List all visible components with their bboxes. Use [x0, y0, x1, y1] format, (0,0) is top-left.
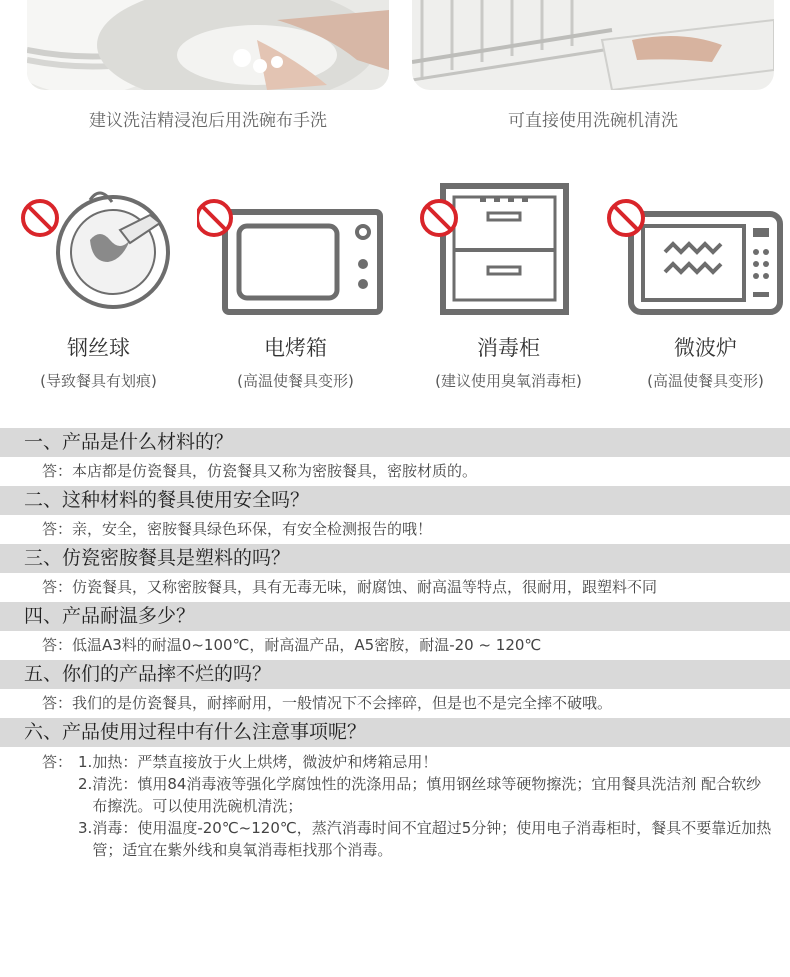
- faq-answer: 答：亲，安全，密胺餐具绿色环保，有安全检测报告的哦！: [42, 520, 433, 538]
- forbid-name: 微波炉: [674, 336, 737, 360]
- answer-item: [78, 773, 776, 817]
- faq-answer: 答：仿瓷餐具，又称密胺餐具，具有无毒无味，耐腐蚀、耐高温等特点，很耐用，跟塑料不同: [42, 578, 658, 596]
- faq-question: 六、产品使用过程中有什么注意事项呢？: [0, 718, 790, 747]
- faq-question: 一、产品是什么材料的？: [0, 428, 790, 457]
- forbid-name: 钢丝球: [67, 336, 130, 360]
- faq-question: 五、你们的产品摔不烂的吗？: [0, 660, 790, 689]
- disinfection-cabinet-icon: [410, 180, 607, 320]
- forbid-name: 电烤箱: [264, 336, 327, 360]
- answer-item: [78, 817, 776, 861]
- oven-icon: [197, 180, 394, 320]
- faq-question: 二、这种材料的餐具使用安全吗？: [0, 486, 790, 515]
- forbid-note: (高温使餐具变形): [237, 372, 354, 390]
- forbid-item-steel-wool: [0, 180, 197, 391]
- item-text: 清洗：慎用84消毒液等强化学腐蚀性的洗涤用品；慎用钢丝球等硬物擦洗；宜用餐具洗洁剂 配合软纱布擦洗。可以使用洗碗机清洗；: [92, 775, 762, 815]
- faq-section: [0, 428, 790, 861]
- faq-answer: 答：我们的是仿瓷餐具，耐摔耐用，一般情况下不会摔碎，但是也不是完全摔不破哦。: [42, 694, 613, 712]
- forbid-item-microwave: [607, 180, 790, 391]
- answer-item: [78, 751, 776, 773]
- microwave-icon: [607, 180, 790, 320]
- faq-answer-list: [0, 747, 790, 861]
- forbid-item-disinfection-cabinet: [410, 180, 607, 391]
- forbid-note: (导致餐具有划痕): [40, 372, 157, 390]
- item-number: 1.: [78, 753, 93, 771]
- forbid-note: (高温使餐具变形): [647, 372, 764, 390]
- dishwasher-photo: [412, 0, 774, 90]
- faq-answer: 答：本店都是仿瓷餐具，仿瓷餐具又称为密胺餐具，密胺材质的。: [42, 462, 478, 480]
- steel-wool-icon: [0, 180, 197, 320]
- handwash-photo: [27, 0, 389, 90]
- forbid-item-oven: [197, 180, 394, 391]
- item-number: 2.: [78, 775, 93, 793]
- item-text: 消毒：使用温度-20℃~120℃，蒸汽消毒时间不宜超过5分钟；使用电子消毒柜时，餐具不要靠近加热管；适宜在紫外线和臭氧消毒柜找那个消毒。: [92, 819, 772, 859]
- faq-question: 三、仿瓷密胺餐具是塑料的吗？: [0, 544, 790, 573]
- item-number: 3.: [78, 819, 93, 837]
- handwash-caption: 建议洗洁精浸泡后用洗碗布手洗: [89, 111, 327, 131]
- item-text: 加热：严禁直接放于火上烘烤，微波炉和烤箱忌用！: [92, 753, 438, 771]
- dishwasher-caption: 可直接使用洗碗机清洗: [508, 111, 678, 131]
- faq-answer: 答：低温A3料的耐温0~100℃，耐高温产品，A5密胺，耐温-20 ~ 120℃: [42, 636, 542, 654]
- forbid-note: (建议使用臭氧消毒柜): [435, 372, 582, 390]
- answer-label: 答：: [42, 753, 73, 771]
- forbid-name: 消毒柜: [477, 336, 540, 360]
- faq-question: 四、产品耐温多少？: [0, 602, 790, 631]
